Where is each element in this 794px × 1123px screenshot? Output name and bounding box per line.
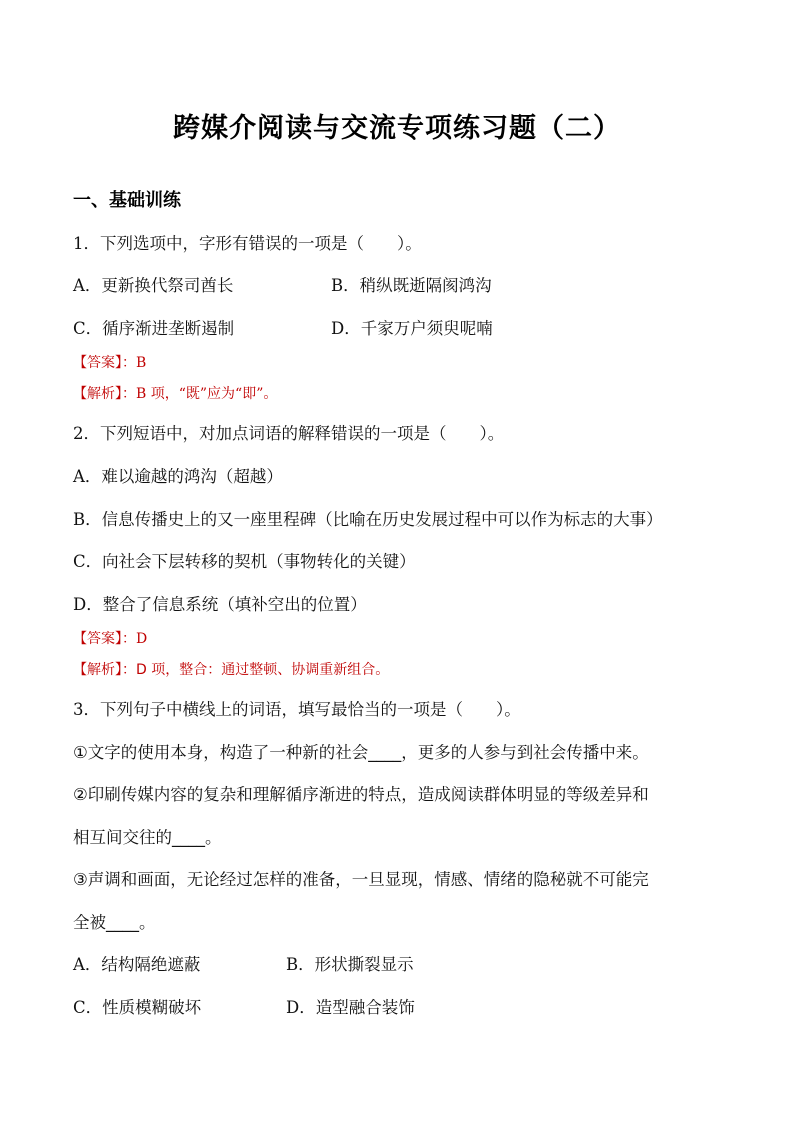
question-1-option-d: D．千家万户须臾呢喃 bbox=[331, 319, 493, 338]
question-1-answer bbox=[73, 352, 146, 372]
question-3-sentence-3-line-2: 全被____。 bbox=[73, 913, 156, 932]
analysis-text: ：D 项，整合：通过整顿、协调重新组合。 bbox=[122, 662, 390, 678]
question-2-option-b: B．信息传播史上的又一座里程碑（比喻在历史发展过程中可以作为标志的大事） bbox=[73, 510, 663, 529]
question-2-option-a: A．难以逾越的鸿沟（超越） bbox=[73, 467, 283, 486]
answer-label: 【答案】 bbox=[73, 631, 122, 647]
question-1-option-c: C．循序渐进垄断遏制 bbox=[73, 319, 235, 338]
question-3-sentence-2-line-2: 相互间交往的____。 bbox=[73, 828, 222, 847]
question-3-sentence-3-line-1: ③声调和画面，无论经过怎样的准备，一旦显现，情感、情绪的隐秘就不可能完 bbox=[73, 870, 649, 889]
question-3-stem: 3．下列句子中横线上的词语，填写最恰当的一项是（ ）。 bbox=[73, 700, 521, 719]
question-3-sentence-1: ①文字的使用本身，构造了一种新的社会____，更多的人参与到社会传播中来。 bbox=[73, 743, 649, 762]
analysis-label: 【解析】 bbox=[73, 386, 122, 402]
analysis-label: 【解析】 bbox=[73, 662, 122, 678]
section-heading: 一、基础训练 bbox=[73, 190, 181, 211]
question-3-option-b: B．形状撕裂显示 bbox=[286, 955, 414, 974]
question-2-stem: 2．下列短语中，对加点词语的解释错误的一项是（ ）。 bbox=[73, 424, 505, 443]
question-2-analysis bbox=[73, 659, 389, 679]
question-1-stem: 1．下列选项中，字形有错误的一项是（ ）。 bbox=[73, 234, 422, 253]
question-1-option-a: A．更新换代祭司酋长 bbox=[73, 276, 234, 295]
question-3-option-a: A．结构隔绝遮蔽 bbox=[73, 955, 201, 974]
question-2-answer bbox=[73, 628, 147, 648]
question-2-option-c: C．向社会下层转移的契机（事物转化的关键） bbox=[73, 552, 416, 571]
question-3-sentence-2-line-1: ②印刷传媒内容的复杂和理解循序渐进的特点，造成阅读群体明显的等级差异和 bbox=[73, 785, 649, 804]
question-2-option-d: D．整合了信息系统（填补空出的位置） bbox=[73, 595, 367, 614]
analysis-text: ：B 项，“既”应为“即”。 bbox=[122, 386, 278, 402]
question-3-option-d: D．造型融合装饰 bbox=[286, 998, 415, 1017]
question-1-option-b: B．稍纵既逝隔阂鸿沟 bbox=[331, 276, 492, 295]
answer-label: 【答案】 bbox=[73, 355, 122, 371]
page-title: 跨媒介阅读与交流专项练习题（二） bbox=[173, 113, 621, 144]
answer-value: ：B bbox=[122, 355, 147, 371]
answer-value: ：D bbox=[122, 631, 148, 647]
question-3-option-c: C．性质模糊破坏 bbox=[73, 998, 202, 1017]
question-1-analysis bbox=[73, 383, 277, 403]
